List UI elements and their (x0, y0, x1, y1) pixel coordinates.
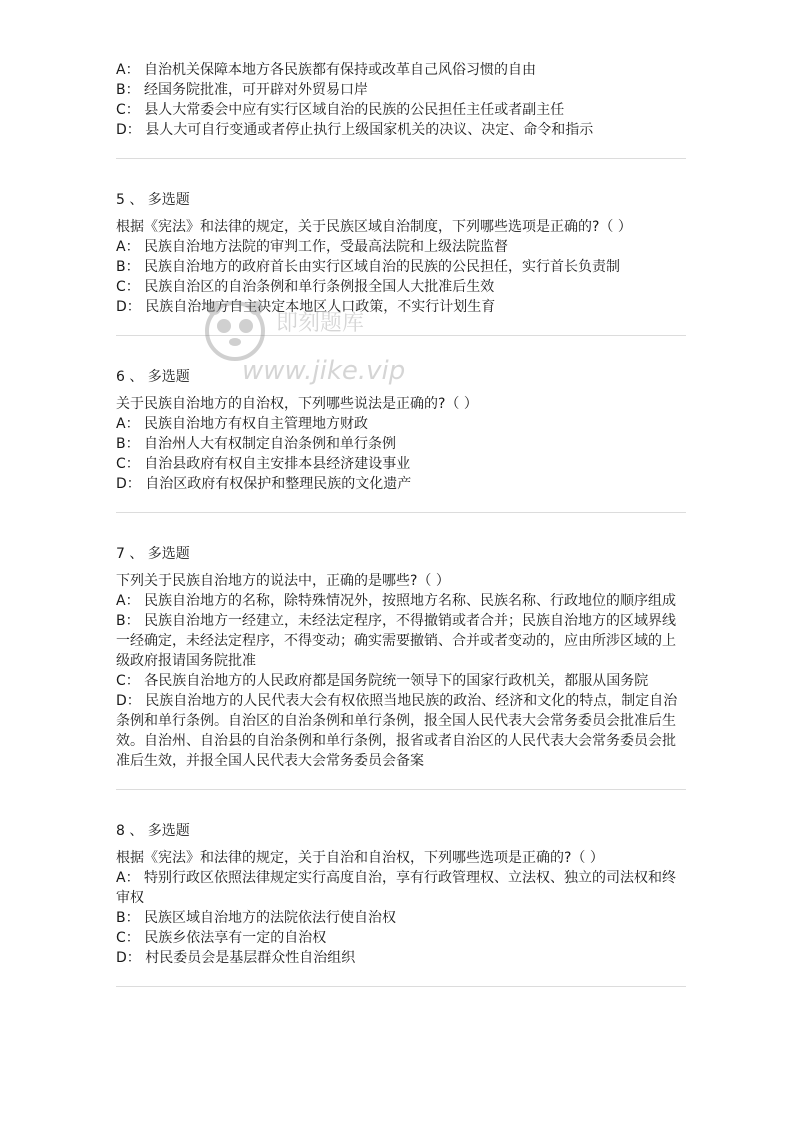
question-stem: 下列关于民族自治地方的说法中，正确的是哪些?（ ） (116, 573, 450, 589)
question-page (116, 60, 686, 987)
option-a: A： 自治机关保障本地方各民族都有保持或改革自己风俗习惯的自由 (116, 62, 537, 78)
option-c: C： 自治县政府有权自主安排本县经济建设事业 (116, 456, 411, 472)
divider (116, 789, 686, 790)
option-c: C： 各民族自治地方的人民政府都是国务院统一领导下的国家行政机关，都服从国务院 (116, 673, 649, 689)
question-4-options (116, 60, 686, 140)
option-c: C： 县人大常委会中应有实行区域自治的民族的公民担任主任或者副主任 (116, 102, 565, 118)
question-8 (116, 820, 686, 968)
option-c: C： 民族自治区的自治条例和单行条例报全国人大批准后生效 (116, 279, 495, 295)
option-a: A： 特别行政区依照法律规定实行高度自治，享有行政管理权、立法权、独立的司法权和终审权 (116, 870, 677, 906)
option-a: A： 民族自治地方法院的审判工作，受最高法院和上级法院监督 (116, 239, 509, 255)
question-header: 8 、 多选题 (116, 823, 190, 839)
divider (116, 512, 686, 513)
option-b: B： 民族区域自治地方的法院依法行使自治权 (116, 910, 397, 926)
question-header: 6 、 多选题 (116, 369, 190, 385)
question-stem: 根据《宪法》和法律的规定，关于民族区域自治制度，下列哪些选项是正确的?（ ） (116, 219, 632, 235)
option-d: D： 自治区政府有权保护和整理民族的文化遗产 (116, 476, 412, 492)
question-header: 7 、 多选题 (116, 546, 190, 562)
watermark-brand: 即刻题库 (276, 311, 365, 336)
divider (116, 335, 686, 336)
divider (116, 986, 686, 987)
question-stem: 关于民族自治地方的自治权，下列哪些说法是正确的?（ ） (116, 396, 478, 412)
option-b: B： 经国务院批准，可开辟对外贸易口岸 (116, 82, 369, 98)
divider (116, 158, 686, 159)
option-b: B： 民族自治地方的政府首长由实行区域自治的民族的公民担任，实行首长负责制 (116, 259, 621, 275)
question-stem: 根据《宪法》和法律的规定，关于自治和自治权，下列哪些选项是正确的?（ ） (116, 850, 604, 866)
option-d: D： 民族自治地方的人民代表大会有权依照当地民族的政治、经济和文化的特点，制定自治条例和单行条例。自治区的自治条例和单行条例，报全国人民代表大会常务委员会批准后生效。自治州、自治县的自治条例和单行条例，报省或者自治区的人民代表大会常务委员会批准后生效，并报全国人民代表大会常务委员会备案 (116, 693, 678, 769)
option-c: C： 民族乡依法享有一定的自治权 (116, 930, 327, 946)
option-b: B： 自治州人大有权制定自治条例和单行条例 (116, 436, 397, 452)
watermark-url: www.jike.vip (242, 356, 406, 386)
question-5 (116, 189, 686, 317)
option-a: A： 民族自治地方的名称，除特殊情况外，按照地方名称、民族名称、行政地位的顺序组成 (116, 593, 677, 609)
option-d: D： 民族自治地方自主决定本地区人口政策，不实行计划生育 (116, 299, 496, 315)
option-a: A： 民族自治地方有权自主管理地方财政 (116, 416, 369, 432)
option-d: D： 村民委员会是基层群众性自治组织 (116, 950, 356, 966)
option-d: D： 县人大可自行变通或者停止执行上级国家机关的决议、决定、命令和指示 (116, 122, 594, 138)
question-header: 5 、 多选题 (116, 192, 190, 208)
option-b: B： 民族自治地方一经建立，未经法定程序，不得撤销或者合并；民族自治地方的区域界线一经确定，未经法定程序，不得变动；确实需要撤销、合并或者变动的，应由所涉区域的上级政府报请国务院批准 (116, 613, 677, 669)
question-7 (116, 543, 686, 771)
question-6 (116, 366, 686, 494)
